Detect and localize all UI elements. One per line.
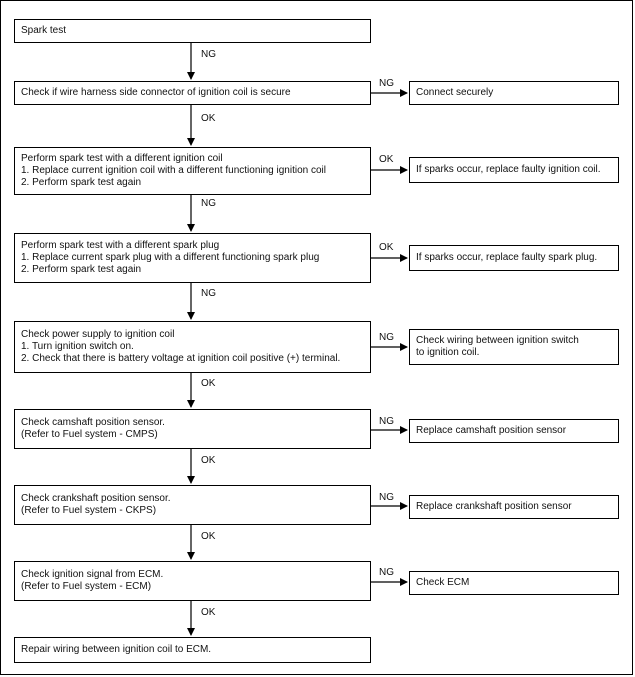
step-repair-wiring [14,637,371,663]
step-check-ecm-signal [14,561,371,601]
side-label: NG [379,416,394,427]
action-connect-securely [409,81,619,105]
step-text: 2. Check that there is battery voltage at ignition coil positive (+) terminal. [21,353,341,364]
step-text: Perform spark test with a different ignition coil [21,153,223,164]
step-text: Perform spark test with a different spark plug [21,240,220,251]
action-text: Connect securely [416,87,494,98]
down-label: NG [201,49,216,60]
down-label: NG [201,198,216,209]
step-spark-test [14,19,371,43]
side-label: OK [379,154,394,165]
down-label: OK [201,531,216,542]
down-label: OK [201,607,216,618]
step-check-cmps [14,409,371,449]
step-text: Repair wiring between ignition coil to ECM. [21,644,212,655]
step-text: Check crankshaft position sensor. [21,493,171,504]
action-replace-spark-plug [409,245,619,271]
step-text: (Refer to Fuel system - CKPS) [21,505,157,516]
action-replace-ckps [409,495,619,519]
action-text: to ignition coil. [416,347,480,358]
down-label: OK [201,378,216,389]
step-text: Check ignition signal from ECM. [21,569,164,580]
action-text: Check wiring between ignition switch [416,335,579,346]
action-check-ecm [409,571,619,595]
side-label: NG [379,567,394,578]
step-text: Check if wire harness side connector of ignition coil is secure [21,87,291,98]
action-replace-ignition-coil [409,157,619,183]
step-text: 1. Turn ignition switch on. [21,341,134,352]
step-text: 2. Perform spark test again [21,177,142,188]
down-label: OK [201,113,216,124]
step-text: 1. Replace current spark plug with a different functioning spark plug [21,252,320,263]
action-check-wiring-switch [409,329,619,365]
action-text: If sparks occur, replace faulty spark plug. [416,252,598,263]
action-text: Check ECM [416,577,470,588]
step-test-spark-plug [14,233,371,283]
step-check-power-supply [14,321,371,373]
side-label: NG [379,78,394,89]
step-test-ignition-coil [14,147,371,195]
step-check-ckps [14,485,371,525]
down-label: NG [201,288,216,299]
step-check-connector [14,81,371,105]
side-label: NG [379,492,394,503]
step-text: (Refer to Fuel system - ECM) [21,581,152,592]
action-replace-cmps [409,419,619,443]
action-text: Replace crankshaft position sensor [416,501,572,512]
action-text: Replace camshaft position sensor [416,425,567,436]
step-text: Check power supply to ignition coil [21,329,175,340]
side-label: OK [379,242,394,253]
action-text: If sparks occur, replace faulty ignition coil. [416,164,601,175]
step-text: Spark test [21,25,67,36]
down-label: OK [201,455,216,466]
step-text: Check camshaft position sensor. [21,417,165,428]
step-text: (Refer to Fuel system - CMPS) [21,429,158,440]
step-text: 2. Perform spark test again [21,264,142,275]
step-text: 1. Replace current ignition coil with a different functioning ignition coil [21,165,326,176]
side-label: NG [379,332,394,343]
